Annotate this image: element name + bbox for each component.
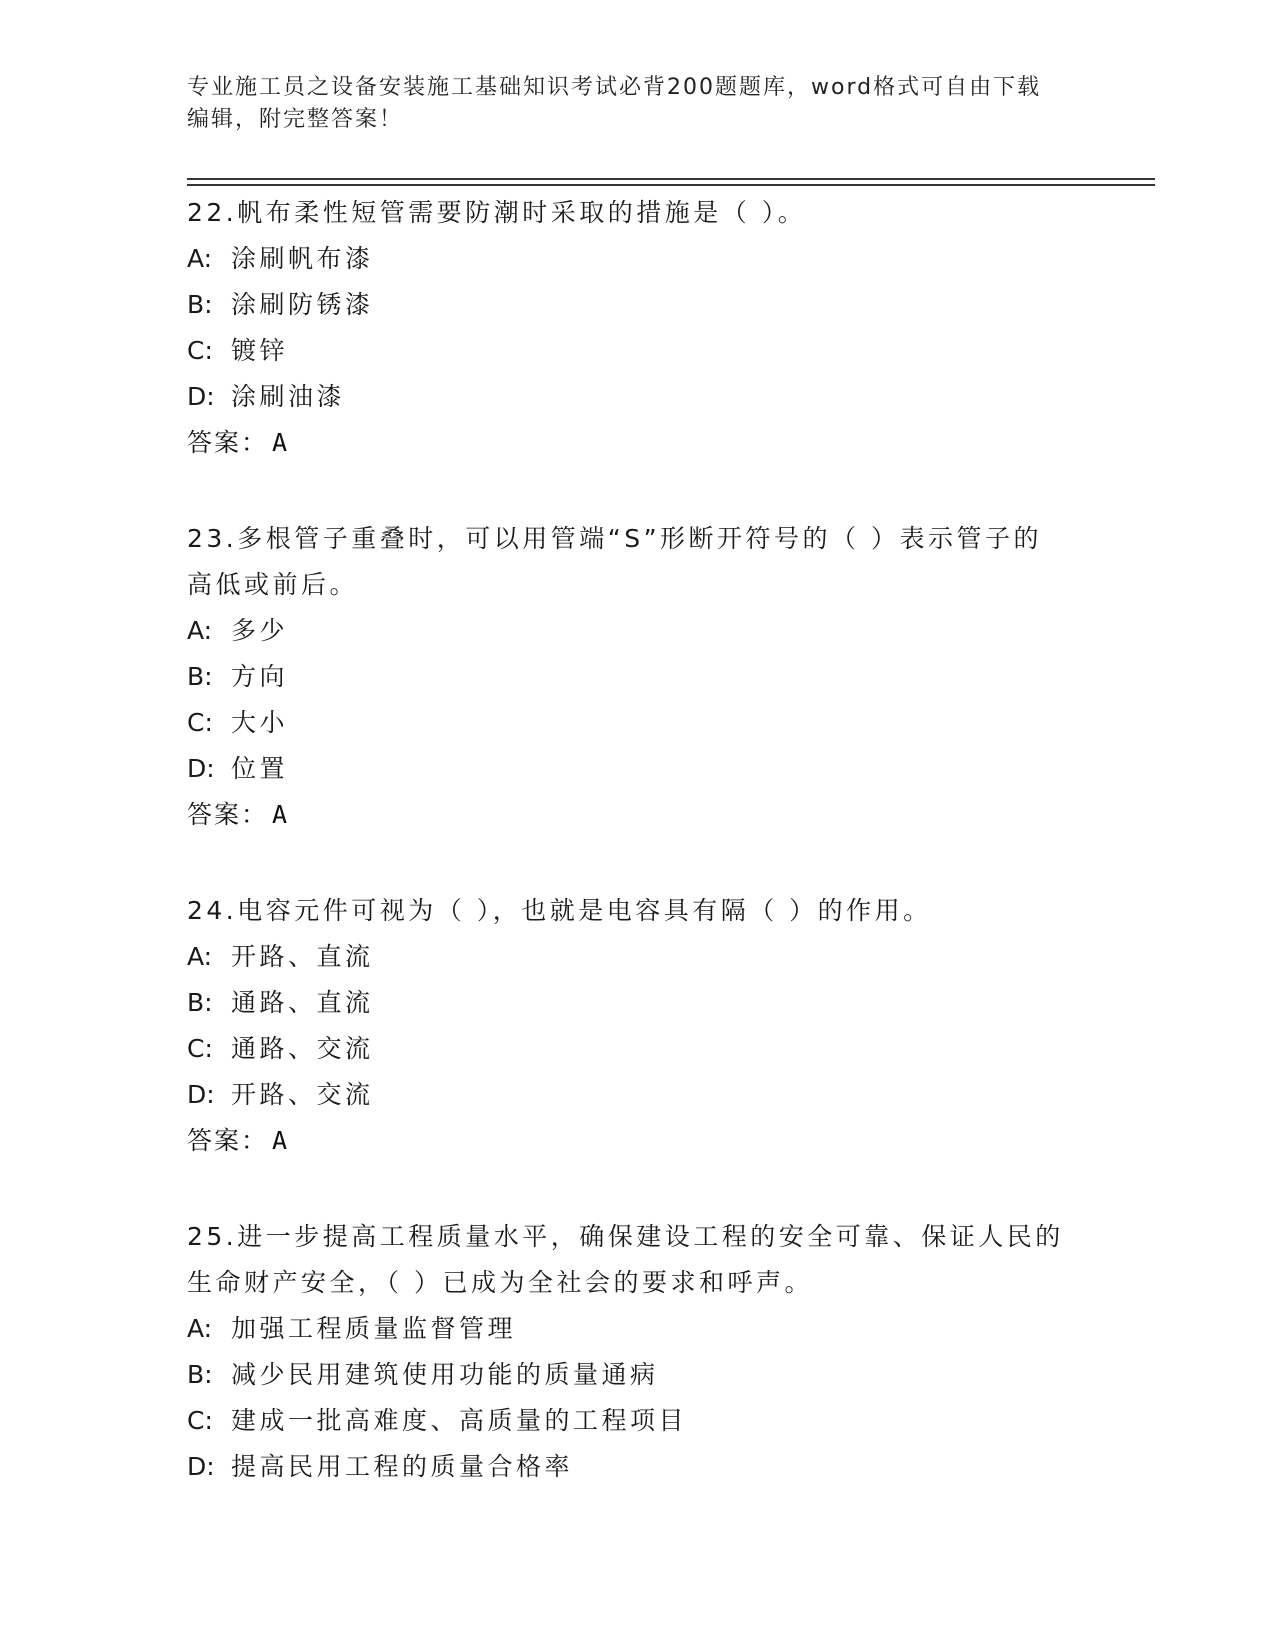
- answer-label: 答案：: [187, 1126, 269, 1155]
- option-text: 通路、交流: [231, 1034, 374, 1063]
- option-text: 开路、直流: [231, 942, 374, 971]
- option-key: B:: [187, 290, 213, 319]
- option-d: [187, 1444, 1087, 1490]
- option-text: 减少民用建筑使用功能的质量通病: [231, 1360, 659, 1389]
- option-key: D:: [187, 1080, 215, 1109]
- option-text: 镀锌: [231, 336, 289, 365]
- option-a: [187, 1306, 1087, 1352]
- option-text: 方向: [231, 662, 289, 691]
- question-stem: 24.电容元件可视为（ ），也就是电容具有隔（ ）的作用。: [187, 896, 932, 925]
- option-c: [187, 1026, 1087, 1072]
- question-stem-cont: 高低或前后。: [187, 570, 359, 599]
- answer-value: A: [272, 1126, 290, 1155]
- question-stem: 23.多根管子重叠时，可以用管端“S”形断开符号的（ ）表示管子的: [187, 524, 1042, 553]
- option-b: [187, 654, 1087, 700]
- option-text: 涂刷防锈漆: [231, 290, 374, 319]
- option-text: 加强工程质量监督管理: [231, 1314, 517, 1343]
- answer-value: A: [272, 800, 290, 829]
- option-key: B:: [187, 988, 213, 1017]
- option-a: [187, 934, 1087, 980]
- option-text: 大小: [231, 708, 289, 737]
- option-key: A:: [187, 942, 213, 971]
- option-text: 通路、直流: [231, 988, 374, 1017]
- question-stem: 22.帆布柔性短管需要防潮时采取的措施是（ ）。: [187, 198, 807, 227]
- answer-value: A: [272, 428, 290, 457]
- option-text: 涂刷帆布漆: [231, 244, 374, 273]
- option-a: [187, 236, 1087, 282]
- option-c: [187, 700, 1087, 746]
- option-text: 位置: [231, 754, 289, 783]
- question-24: [187, 888, 1087, 1164]
- option-key: C:: [187, 336, 213, 365]
- option-key: C:: [187, 708, 213, 737]
- option-c: [187, 328, 1087, 374]
- option-key: A:: [187, 1314, 213, 1343]
- option-key: B:: [187, 662, 213, 691]
- question-25: [187, 1214, 1087, 1490]
- header-line-1: 专业施工员之设备安装施工基础知识考试必背200题题库，word格式可自由下载: [187, 75, 1042, 100]
- header-divider-top: [187, 178, 1155, 180]
- option-key: C:: [187, 1406, 213, 1435]
- option-key: D:: [187, 382, 215, 411]
- option-b: [187, 282, 1087, 328]
- option-d: [187, 746, 1087, 792]
- option-text: 建成一批高难度、高质量的工程项目: [231, 1406, 688, 1435]
- option-key: C:: [187, 1034, 213, 1063]
- option-key: B:: [187, 1360, 213, 1389]
- option-b: [187, 980, 1087, 1026]
- option-a: [187, 608, 1087, 654]
- option-d: [187, 374, 1087, 420]
- question-list: [187, 190, 1087, 1540]
- option-key: D:: [187, 754, 215, 783]
- option-text: 提高民用工程的质量合格率: [231, 1452, 574, 1481]
- answer-label: 答案：: [187, 428, 269, 457]
- option-c: [187, 1398, 1087, 1444]
- answer-line: [187, 1118, 1087, 1164]
- option-d: [187, 1072, 1087, 1118]
- question-stem-cont: 生命财产安全，（ ）已成为全社会的要求和呼声。: [187, 1268, 813, 1297]
- question-stem: 25.进一步提高工程质量水平，确保建设工程的安全可靠、保证人民的: [187, 1222, 1064, 1251]
- option-text: 多少: [231, 616, 289, 645]
- option-b: [187, 1352, 1087, 1398]
- option-text: 开路、交流: [231, 1080, 374, 1109]
- header-line-2: 编辑，附完整答案！: [187, 107, 404, 132]
- answer-label: 答案：: [187, 800, 269, 829]
- question-23: [187, 516, 1087, 838]
- answer-line: [187, 792, 1087, 838]
- question-22: [187, 190, 1087, 466]
- option-key: A:: [187, 616, 213, 645]
- option-key: A:: [187, 244, 213, 273]
- answer-line: [187, 420, 1087, 466]
- option-text: 涂刷油漆: [231, 382, 346, 411]
- option-key: D:: [187, 1452, 215, 1481]
- header-divider-bottom: [187, 184, 1155, 186]
- document-header: [187, 72, 1067, 136]
